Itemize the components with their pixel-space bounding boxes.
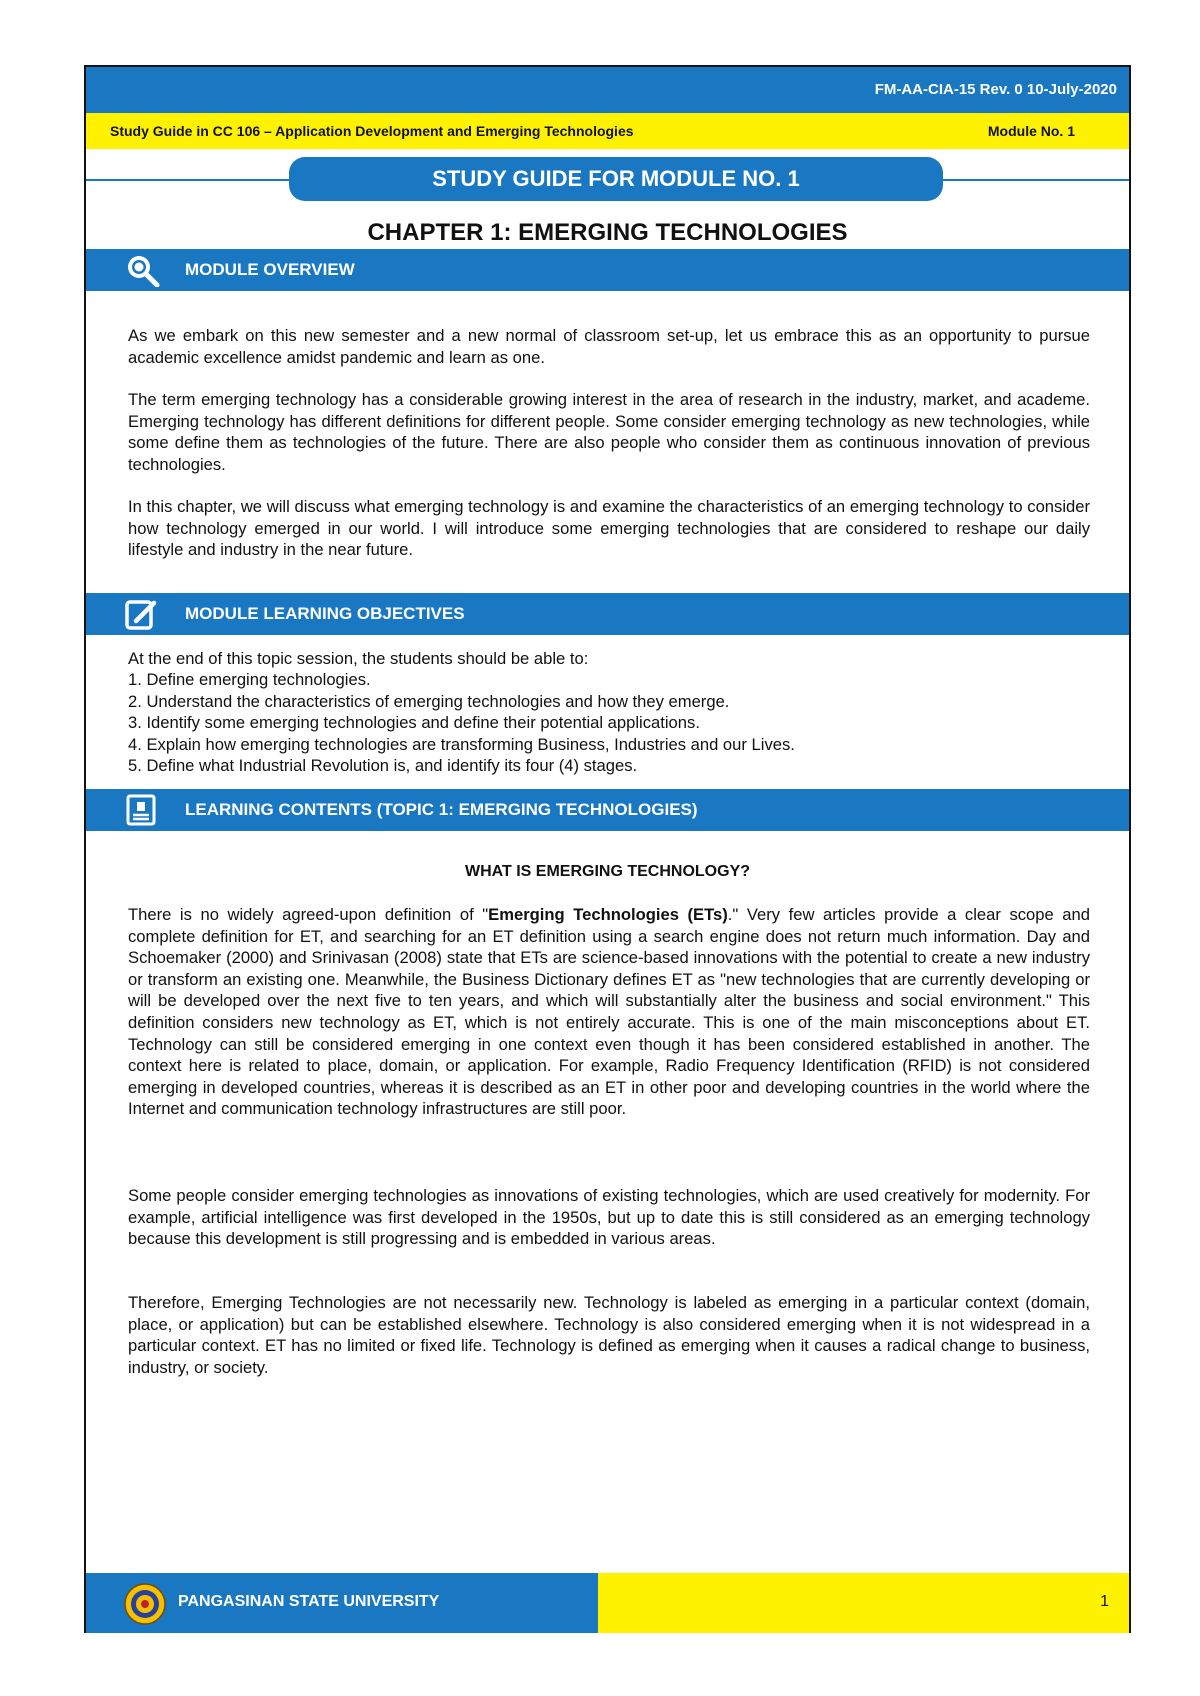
list-item: 2. Understand the characteristics of emerging technologies and how they emerge. — [128, 691, 730, 711]
form-number: FM-AA-CIA-15 Rev. 0 10-July-2020 — [874, 81, 1117, 98]
overview-paragraph-3: In this chapter, we will discuss what emerging technology is and examine the characteristics of an emerging technology to consider how technology emerged in our world. I will introduce some emerging technologies that are considered to reshape our daily lifestyle and industry in the near future. — [128, 497, 1090, 560]
objectives-list — [128, 669, 1090, 777]
list-item: 1. Define emerging technologies. — [128, 670, 371, 689]
topic-heading: WHAT IS EMERGING TECHNOLOGY? — [464, 863, 751, 880]
list-item: 3. Identify some emerging technologies and define their potential applications. — [128, 713, 700, 733]
learning-contents-title: LEARNING CONTENTS (TOPIC 1: EMERGING TECHNOLOGIES) — [185, 800, 698, 819]
chapter-title: CHAPTER 1: EMERGING TECHNOLOGIES — [367, 219, 848, 246]
study-guide-banner: STUDY GUIDE FOR MODULE NO. 1 — [289, 157, 943, 201]
page-frame — [84, 65, 1131, 1633]
document-icon — [124, 793, 160, 827]
page-number: 1 — [1100, 1593, 1109, 1610]
objectives-intro: At the end of this topic session, the students should be able to: — [128, 649, 589, 668]
course-title: Study Guide in CC 106 – Application Development and Emerging Technologies — [110, 123, 634, 139]
footer-page-bar — [598, 1573, 1129, 1633]
list-item: 5. Define what Industrial Revolution is, and identify its four (4) stages. — [128, 756, 638, 776]
banner-line-left — [86, 179, 291, 181]
contents-paragraph-3: Therefore, Emerging Technologies are not necessarily new. Technology is labeled as emerging in a particular context (domain, place, or application) but can be established elsewhere. Technology is also considered emerging when it is not widespread in a particular context. ET has no limited or fixed life. Technology is defined as emerging when it causes a radical change to business, industry, or society. — [128, 1293, 1090, 1377]
module-overview-header — [86, 249, 1129, 291]
module-overview-title: MODULE OVERVIEW — [185, 260, 355, 279]
overview-paragraph-1: As we embark on this new semester and a new normal of classroom set-up, let us embrace this as an opportunity to pursue academic excellence amidst pandemic and learn as one. — [128, 326, 1090, 367]
learning-objectives-header — [86, 593, 1129, 635]
emphasis-text: Emerging Technologies (ETs) — [488, 905, 728, 924]
module-number: Module No. 1 — [987, 123, 1075, 139]
learning-objectives-title: MODULE LEARNING OBJECTIVES — [185, 604, 465, 623]
edit-icon — [124, 597, 160, 631]
university-seal-icon — [124, 1583, 166, 1625]
paragraph-text: ." Very few articles provide a clear scope and complete definition for ET, and searching for an ET definition using a search engine does not return much information. Day and Schoemaker (2000) and Srinivasan (2008) state that ETs are science-based innovations with the potential to create a new industry or transform an existing one. Meanwhile, the Business Dictionary defines ET as "new technologies that are currently developing or will be developed over the next five to ten years, and which will substantially alter the business and social environment." This definition considers new technology as ET, which is not entirely accurate. This is one of the main misconceptions about ET. Technology can still be considered emerging in one context even though it has been considered established in another. The context here is related to place, domain, or application. For example, Radio Frequency Identification (RFID) is not considered emerging in developed countries, whereas it is described as an ET in other poor and developing countries in the world where the Internet and communication technology infrastructures are still poor. — [128, 905, 1090, 1119]
magnifier-icon — [124, 253, 160, 287]
list-item: 4. Explain how emerging technologies are transforming Business, Industries and our Lives. — [128, 734, 795, 754]
header-bar — [86, 67, 1129, 113]
footer-university-bar — [86, 1573, 598, 1633]
contents-paragraph-1 — [128, 904, 1090, 1120]
overview-paragraph-2: The term emerging technology has a considerable growing interest in the area of research in the industry, market, and academe. Emerging technology has different definitions for different people. Some consider emerging technology as new technologies, while some define them as technologies of the future. There are also people who consider them as continuous innovation of previous technologies. — [128, 390, 1090, 474]
learning-contents-header — [86, 789, 1129, 831]
course-bar — [86, 113, 1129, 149]
paragraph-text: There is no widely agreed-upon definition of " — [128, 905, 489, 924]
contents-paragraph-2: Some people consider emerging technologies as innovations of existing technologies, which are used creatively for modernity. For example, artificial intelligence was first developed in the 1950s, but up to date this is still considered as an emerging technology because this development is still progressing and is embedded in various areas. — [128, 1186, 1090, 1249]
university-name: PANGASINAN STATE UNIVERSITY — [178, 1593, 440, 1610]
banner-line-right — [941, 179, 1129, 181]
